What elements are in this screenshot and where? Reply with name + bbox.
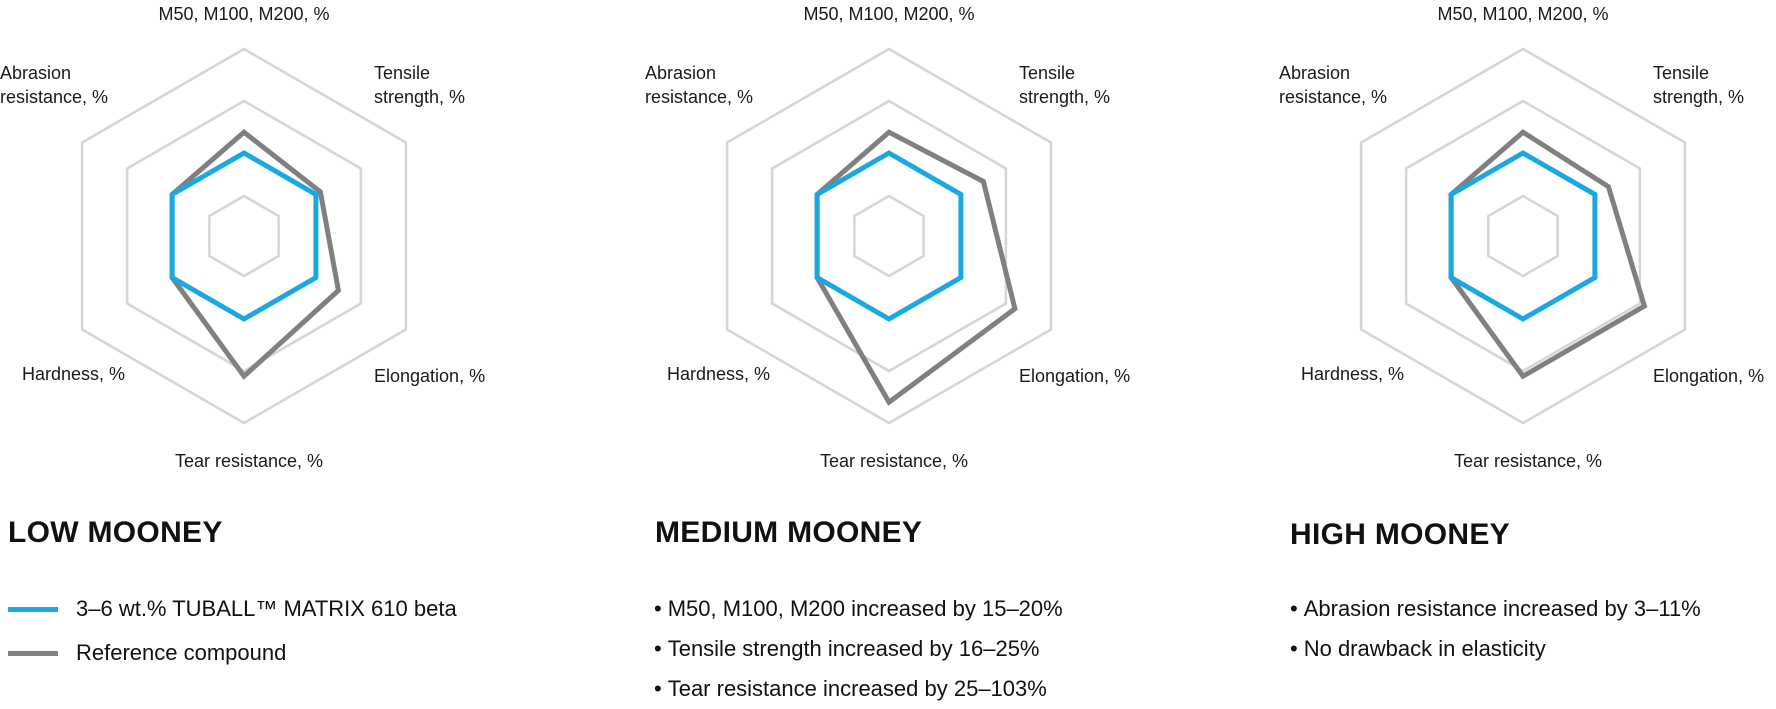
radar-chart-high [1279, 4, 1764, 471]
medium-bullet-2: • Tensile strength increased by 16–25% [654, 629, 1063, 669]
axis-label-elongation: Elongation, % [374, 366, 486, 386]
medium-mooney-title: MEDIUM MOONEY [655, 516, 923, 549]
axis-label-tensile-1: Tensile [1019, 63, 1076, 83]
axis-label-hardness: Hardness, % [21, 364, 125, 384]
axis-label-tear: Tear resistance, % [1453, 451, 1603, 471]
grid-ring-4 [727, 49, 1051, 423]
axis-label-abrasion-1: Abrasion [645, 63, 717, 83]
axis-label-abrasion-2: resistance, % [0, 87, 109, 107]
legend-item-reference [8, 640, 286, 666]
axis-label-tensile-2: strength, % [1653, 87, 1745, 107]
grid-ring-3 [127, 101, 361, 371]
axis-label-elongation: Elongation, % [1019, 366, 1131, 386]
legend-swatch-tuball [8, 607, 58, 612]
axis-label-elongation: Elongation, % [1653, 366, 1765, 386]
grid-ring-4 [1361, 49, 1685, 423]
grid-ring-3 [772, 101, 1006, 371]
axis-label-m: M50, M100, M200, % [1437, 4, 1609, 24]
high-mooney-bullets [1290, 589, 1701, 669]
axis-label-tensile-2: strength, % [1019, 87, 1111, 107]
high-bullet-1: • Abrasion resistance increased by 3–11% [1290, 589, 1701, 629]
axis-label-abrasion-2: resistance, % [645, 87, 754, 107]
grid-ring-1 [209, 196, 278, 276]
legend-item-tuball [8, 596, 457, 622]
axis-label-tensile-1: Tensile [374, 63, 431, 83]
series-reference [817, 132, 1015, 402]
axis-label-tear: Tear resistance, % [819, 451, 969, 471]
axis-label-hardness: Hardness, % [1300, 364, 1404, 384]
medium-bullet-1: • M50, M100, M200 increased by 15–20% [654, 589, 1063, 629]
legend-swatch-reference [8, 651, 58, 656]
axis-label-tear: Tear resistance, % [174, 451, 324, 471]
low-mooney-title: LOW MOONEY [8, 516, 223, 549]
radar-chart-low [0, 4, 485, 471]
axis-label-abrasion-1: Abrasion [0, 63, 72, 83]
medium-bullet-3: • Tear resistance increased by 25–103% [654, 669, 1063, 709]
legend-label-tuball: 3–6 wt.% TUBALL™ MATRIX 610 beta [76, 596, 457, 621]
axis-label-m: M50, M100, M200, % [803, 4, 975, 24]
axis-label-tensile-1: Tensile [1653, 63, 1710, 83]
legend-label-reference: Reference compound [76, 640, 287, 665]
axis-label-tensile-2: strength, % [374, 87, 466, 107]
grid-ring-4 [82, 49, 406, 423]
high-mooney-title: HIGH MOONEY [1290, 518, 1510, 551]
radar-chart-medium [645, 4, 1130, 471]
grid-ring-1 [1488, 196, 1557, 276]
grid-ring-1 [854, 196, 923, 276]
axis-label-m: M50, M100, M200, % [158, 4, 330, 24]
axis-label-abrasion-2: resistance, % [1279, 87, 1388, 107]
medium-mooney-bullets [654, 589, 1063, 709]
axis-label-hardness: Hardness, % [666, 364, 770, 384]
high-bullet-2: • No drawback in elasticity [1290, 629, 1701, 669]
axis-label-abrasion-1: Abrasion [1279, 63, 1351, 83]
